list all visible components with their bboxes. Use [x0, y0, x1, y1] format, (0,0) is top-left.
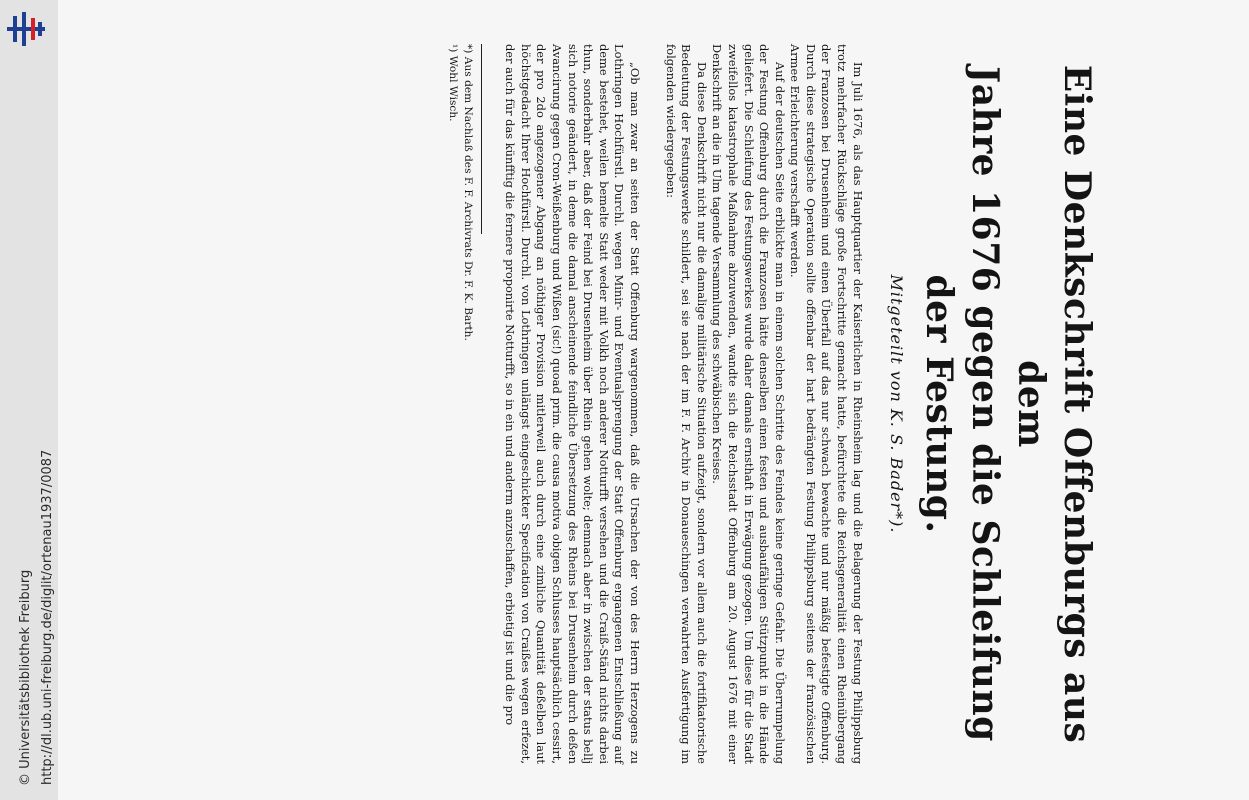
document-body: [170, 44, 1100, 764]
footnote: ¹) Wohl Wisch.: [446, 44, 459, 122]
left-margin-strip: [0, 0, 58, 800]
footnote: *) Aus dem Nachlaß des F. F. Archivrats Dr. F. K. Barth.: [461, 44, 474, 341]
paragraph: Auf der deutschen Seite erblickte man in einem solchen Schritte des Feindes keine geringe Gefahr. Die Überrumpelung der Festung Offenburg durch die Franzosen hätte denselben einen festen und ausbaufähigen Stützpunkt in die Hände geliefert. Die Schleifung des Festungswerkes wurde daher damals ernsthaft in Erwägung gezogen. Um diese für die Stadt zweifellos katastrophale Maßnahme abzuwenden, wandte sich die Reichsstadt Offenburg am 20. August 1676 mit einer Denkschrift an die in Ulm tagende Versammlung des schwäbischen Kreises.: [710, 44, 787, 764]
author-line: Mitgeteilt von K. S. Bader*).: [886, 274, 906, 534]
copyright-notice: © Universitätsbibliothek Freiburg: [18, 569, 33, 786]
title-line: der Festung.: [917, 274, 960, 534]
title-line: Eine Denkschrift Offenburgs aus dem: [1009, 64, 1098, 744]
ub-freiburg-logo-icon: [5, 8, 47, 50]
footnote-divider: [481, 44, 482, 234]
paragraph: Da diese Denkschrift nicht nur die damalige militärische Situation aufzeigt, sondern vor allem auch die fortifikatorische Bedeutung der Festungswerke schildert, sei sie nach der im F. F. Archiv in Donaueschingen verwahrten Ausfertigung im folgenden wiedergegeben:: [663, 44, 709, 764]
source-url[interactable]: http://dl.ub.uni-freiburg.de/diglit/ortenau1937/0087: [40, 449, 55, 785]
paragraph: Im Juli 1676, als das Hauptquartier der Kaiserlichen in Rheinsheim lag und die Belagerung der Festung Philippsburg trotz mehrfacher Rückschläge große Fortschritte gemacht hatte, befürchtete die Reichsgeneralität einen Rheinübergang der Franzosen bei Drusenheim und einen Überfall auf das nur schwach bewachte und nur mäßig befestigte Offenburg. Durch diese strategische Operation sollte offenbar der hart bedrängten Festung Philippsburg seitens der französischen Armee Erleichterung verschafft werden.: [788, 44, 865, 764]
title-line: Jahre 1676 gegen die Schleifung: [963, 66, 1006, 742]
quoted-memorandum: „Ob man zwar an seiten der Statt Offenburg wargenommen, daß die Ursachen der von des Herrn Herzogens zu Lothringen Hochfürstl. Durchl. wegen Minir- und Eventualsprengung der Statt Offenburg ergangenen Entschließung auf deme bestehet, weilen bemelte Statt weder mit Volkh noch anderer Notturfft versehen und die Craiß-Ständ nichts darbei thun, sonderbahr aber, daß der Feind bei Drusenheim über Rhein gehen wolte; demnach aber in zwischen der status bellj sich notorie geändert, in deme die damal anscheinende feindliche Übersetzung des Rheins bei Drusenheim durch deßen Avancirung gegen Cron-Weißenburg und Wißen (sic!) quoad prim. die causa motiva obigen Schlusses hauptsächlich cessirt, der pro 2do angezogener Abgang an nöthiger Provision mitlerweil auch durch eine zimliche Quantität deßelben laut höchstgedacht Ihrer Hochfürstl. Durchl. von Lothringen unlängst eingeschickter Specification von Craißes wegen erfezet, der auch für das künfftig die fernere proponirte Notturfft, so in ein und anderm anzuschaffen, erbietig ist und die pro: [503, 44, 642, 764]
page-title: [916, 44, 1100, 764]
scanned-page: [58, 0, 1249, 800]
